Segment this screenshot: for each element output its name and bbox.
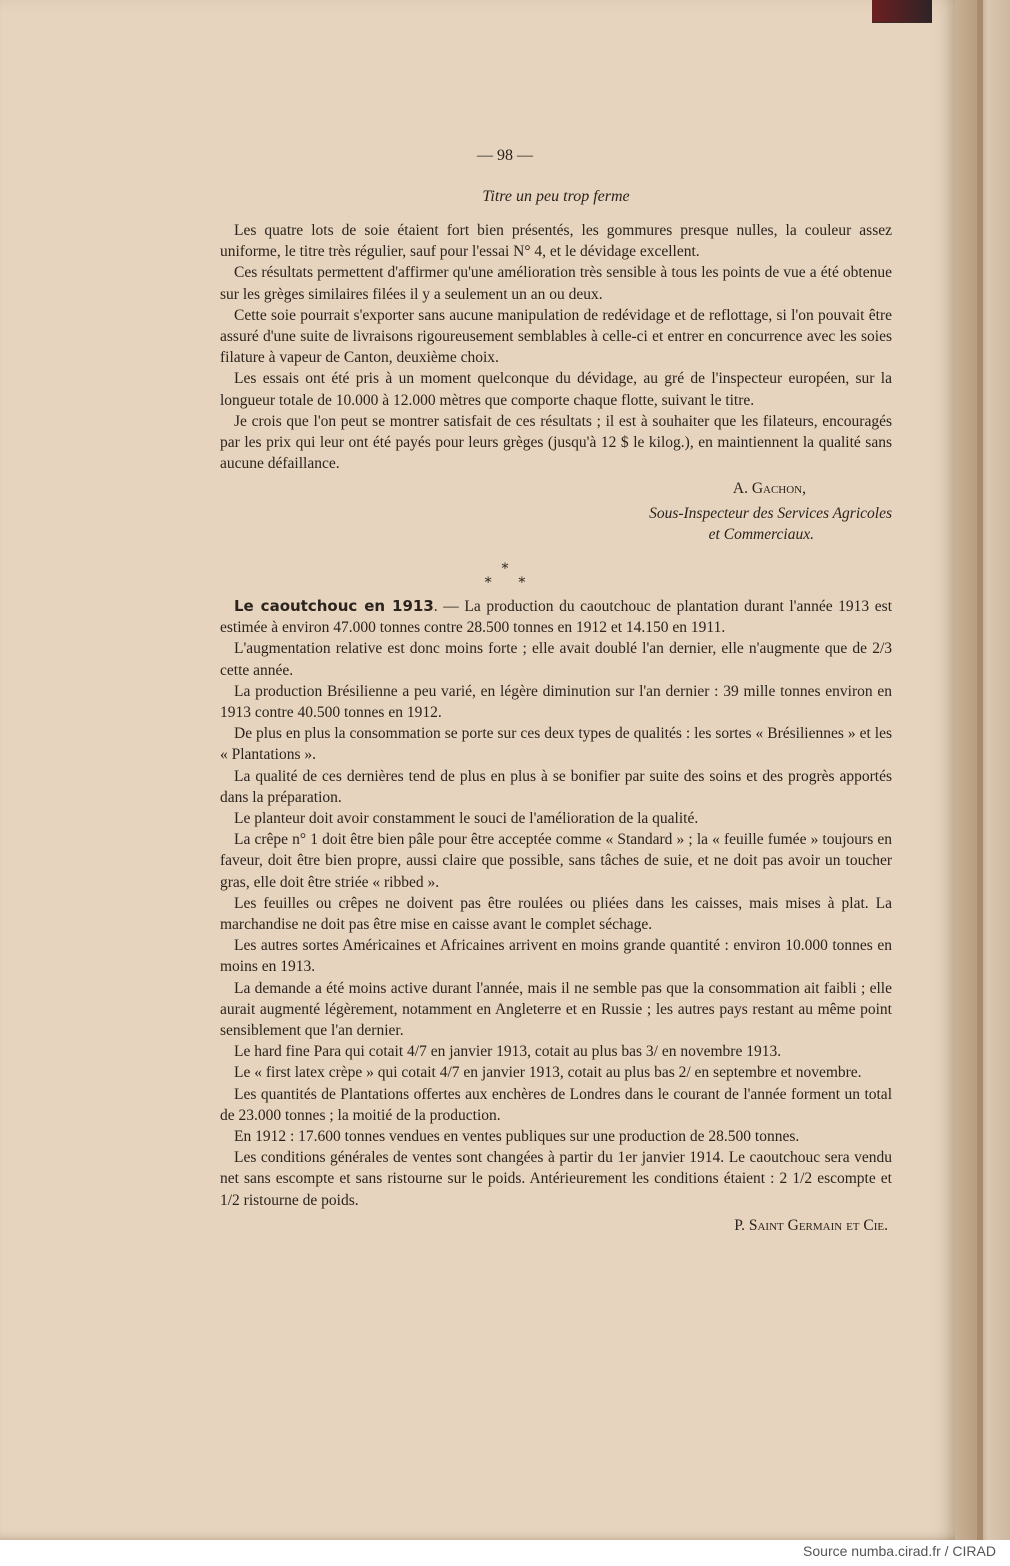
rubber-intro	[220, 596, 892, 638]
page-number: — 98 —	[477, 147, 533, 164]
signature-role-1: Sous-Inspecteur des Services Agricoles	[649, 505, 892, 523]
source-credit: Source numba.cirad.fr / CIRAD	[803, 1543, 996, 1559]
rubber-report	[220, 596, 892, 1236]
signature-name	[220, 478, 892, 499]
rubber-paragraph-10: Le hard fine Para qui cotait 4/7 en janvier 1913, cotait au plus bas 3/ en novembre 1913.	[234, 1043, 782, 1061]
signature-gachon	[220, 478, 892, 546]
rubber-paragraph-4: La qualité de ces dernières tend de plus en plus à se bonifier par suite des soins et des progrès apportés dans la préparation.	[220, 767, 892, 806]
rubber-paragraph-9: La demande a été moins active durant l'année, mais il ne semble pas que la consommation ait faibli ; elle aurait augmenté légèrement, notamment en Angleterre et en Russie ; les autres pays restant au même point sensiblement que l'an dernier.	[220, 979, 892, 1040]
silk-paragraph-2: Ces résultats permettent d'affirmer qu'une amélioration très sensible à tous les points de vue a été obtenue sur les grèges similaires filées il y a seulement un an ou deux.	[220, 264, 892, 303]
silk-paragraph-1: Les quatre lots de soie étaient fort bien présentés, les gommures presque nulles, la couleur assez uniforme, le titre très régulier, sauf pour l'essai N° 4, et le dévidage excellent.	[220, 222, 892, 261]
rubber-paragraph-3: De plus en plus la consommation se porte sur ces deux types de qualités : les sortes « Brésiliennes » et les « Plantations ».	[220, 725, 892, 764]
rubber-paragraph-11: Le « first latex crèpe » qui cotait 4/7 en janvier 1913, cotait au plus bas 2/ en septembre et novembre.	[234, 1064, 862, 1082]
rubber-paragraph-7: Les feuilles ou crêpes ne doivent pas être roulées ou pliées dans les caisses, mais mises à plat. La marchandise ne doit pas être mise en caisse avant le complet séchage.	[220, 894, 892, 934]
silk-report	[220, 220, 892, 474]
rubber-paragraph-14: Les conditions générales de ventes sont changées à partir du 1er janvier 1914. Le caoutchouc sera vendu net sans escompte et sans ristourne sur le poids. Antérieurement les conditions étaient : 2 1/2 escompte et 1/2 ristourne de poids.	[220, 1149, 892, 1209]
edge-stripe	[977, 0, 983, 1540]
separator-star-right: *	[518, 575, 526, 591]
rubber-paragraph-13: En 1912 : 17.600 tonnes vendues en ventes publiques sur une production de 28.500 tonnes.	[234, 1128, 800, 1146]
rubber-paragraph-1: L'augmentation relative est donc moins forte ; elle avait doublé l'an dernier, elle n'augmente que de 2/3 cette année.	[220, 640, 892, 679]
silk-paragraph-5: Je crois que l'on peut se montrer satisfait de ces résultats ; il est à souhaiter que les filateurs, encouragés par les prix qui leur ont été payés pour leurs grèges (jusqu'à 12 $ le kilog.), en maintiennent la qualité sans aucune défaillance.	[220, 412, 892, 473]
rubber-paragraph-6: La crêpe n° 1 doit être bien pâle pour être acceptée comme « Standard » ; la « feuille fumée » toujours en faveur, doit être bien propre, aussi claire que possible, sans tâches de suie, et ne doit pas avoir un toucher gras, elle doit être striée « ribbed ».	[220, 831, 892, 891]
separator-stars-bottom	[0, 577, 1010, 589]
rubber-paragraph-2: La production Brésilienne a peu varié, en légère diminution sur l'an dernier : 39 mille tonnes environ en 1913 contre 40.500 tonnes en 1912.	[220, 682, 892, 722]
section-subtitle: Titre un peu trop ferme	[482, 188, 630, 205]
signature-saint-germain: P. Saint Germain et Cie.	[734, 1216, 888, 1234]
rubber-intro-text: . — La production du caoutchouc de plantation durant l'année 1913 est estimée à environ 47.000 tonnes contre 28.500 tonnes en 1912 et 14.150 en 1911.	[220, 598, 892, 637]
signature-name-text: A. Gachon,	[732, 480, 806, 497]
silk-paragraph-4: Les essais ont été pris à un moment quelconque du dévidage, au gré de l'inspecteur européen, sur la longueur totale de 10.000 à 12.000 mètres que comporte chaque flotte, suivant le titre.	[220, 370, 892, 409]
separator-star-left: *	[484, 575, 492, 591]
rubber-paragraph-12: Les quantités de Plantations offertes aux enchères de Londres dans le courant de l'année forment un total de 23.000 tonnes ; la moitié de la production.	[220, 1085, 892, 1124]
rubber-title: Le caoutchouc en 1913	[234, 597, 434, 615]
signature-role-2: et Commerciaux.	[708, 526, 814, 544]
bookmark-tab	[872, 0, 932, 23]
rubber-paragraph-5: Le planteur doit avoir constamment le souci de l'amélioration de la qualité.	[234, 810, 699, 828]
book-edge	[955, 0, 1010, 1540]
silk-paragraph-3: Cette soie pourrait s'exporter sans aucune manipulation de redévidage et de reflottage, si l'on pouvait être assuré d'une suite de livraisons rigoureusement semblables à celle-ci et entrer en concurrence avec les soies filature à vapeur de Canton, deuxième choix.	[220, 306, 892, 367]
separator-star-top: *	[501, 561, 509, 577]
rubber-paragraph-8: Les autres sortes Américaines et Africaines arrivent en moins grande quantité : environ 10.000 tonnes en moins en 1913.	[220, 937, 892, 976]
